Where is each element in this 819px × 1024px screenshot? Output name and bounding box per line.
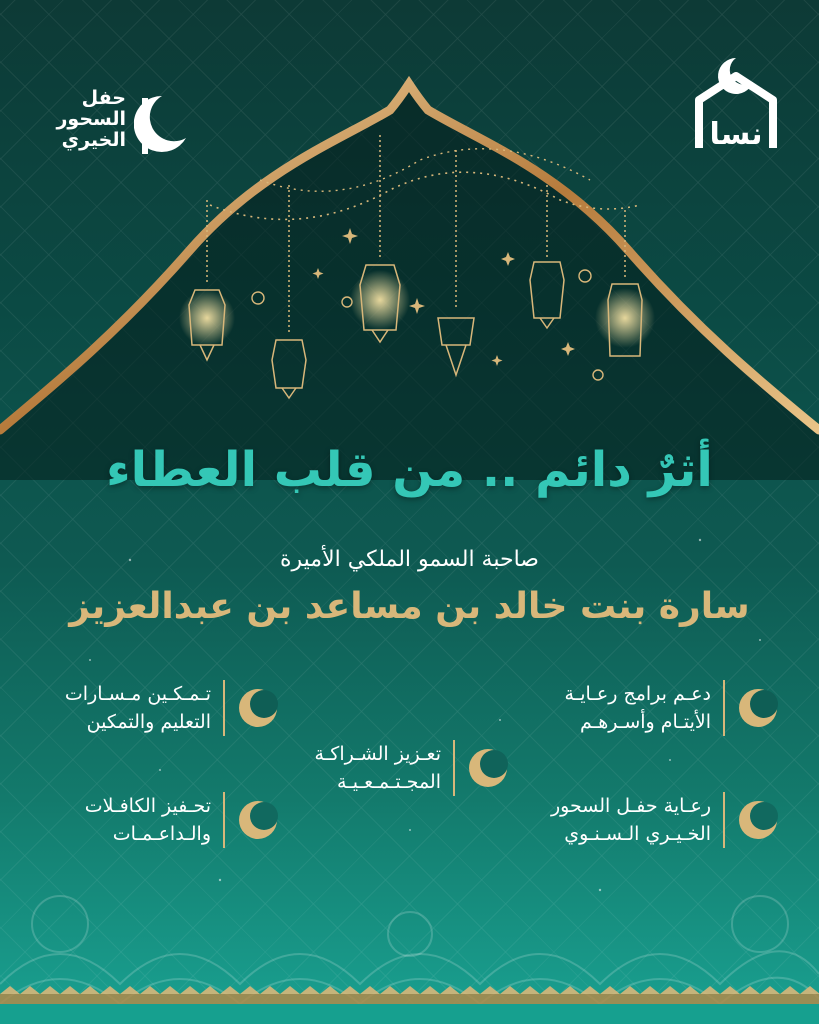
sahoor-charity-logo <box>54 88 190 160</box>
feature-line: دعـم برامج رعـايـة <box>564 683 711 705</box>
feature-line: تـمـكـين مـسـارات <box>64 683 211 705</box>
title-prefix: صاحبة السمو الملكي الأميرة <box>280 547 539 572</box>
feature-divider <box>723 680 725 736</box>
logo-left-line3: الخيري <box>61 129 126 151</box>
feature-divider <box>723 792 725 848</box>
logo-left-line2: السحور <box>56 108 126 130</box>
logo-left-line1: حفل <box>81 87 126 109</box>
feature-divider <box>223 792 225 848</box>
feature-divider <box>453 740 455 796</box>
headline: أثرٌ دائم .. من قلب العطاء <box>106 442 713 498</box>
feature-line: الخـيـري الـسـنـوي <box>564 823 711 845</box>
crescent-icon <box>737 799 779 841</box>
nasa-logo <box>693 48 779 152</box>
crescent-icon <box>467 747 509 789</box>
feature-sahoor-sponsorship <box>551 792 779 848</box>
crescent-icon <box>134 92 190 158</box>
feature-line: تعـزيز الشـراكـة <box>314 743 441 765</box>
feature-education-empowerment <box>65 680 279 736</box>
crescent-icon <box>237 799 279 841</box>
feature-divider <box>223 680 225 736</box>
feature-community-partnership <box>315 740 509 796</box>
princess-name: سارة بنت خالد بن مساعد بن عبدالعزيز <box>69 586 750 627</box>
feature-line: رعـاية حفـل السحور <box>550 795 711 817</box>
feature-sponsors-motivation <box>85 792 279 848</box>
feature-line: المجـتـمـعـيـة <box>337 771 441 793</box>
bottom-decoration <box>0 864 819 1024</box>
feature-line: التعليم والتمكين <box>86 711 211 733</box>
feature-line: والـداعـمـات <box>112 823 211 845</box>
feature-line: تحـفيز الكافـلات <box>84 795 211 817</box>
feature-orphans-support <box>565 680 780 736</box>
crescent-icon <box>737 687 779 729</box>
crescent-icon <box>237 687 279 729</box>
feature-line: الأيتـام وأسـرهـم <box>580 711 711 733</box>
logo-right-text: نسا <box>709 117 763 152</box>
